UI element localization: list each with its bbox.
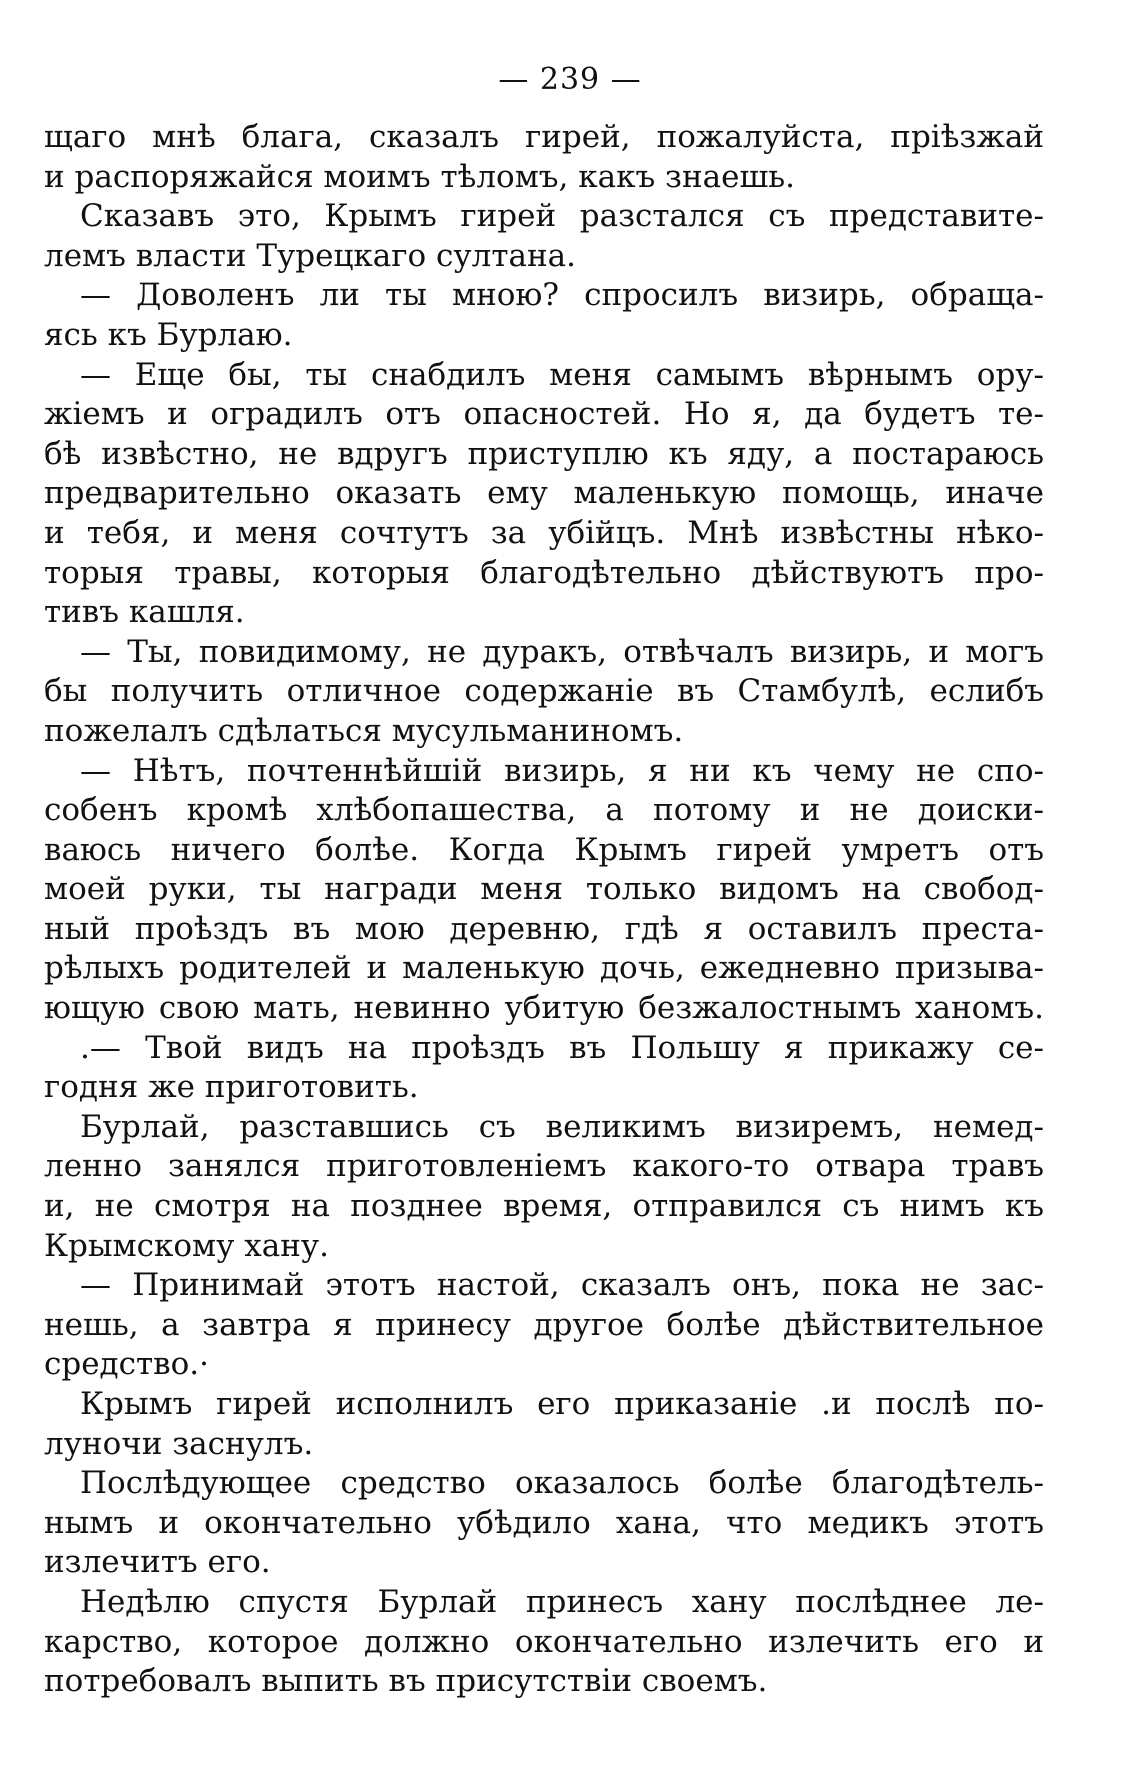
text-line: моей руки, ты награди меня только видомъ на свобод-: [44, 871, 1044, 908]
text-line: жіемъ и оградилъ отъ опасностей. Но я, да будетъ те-: [44, 396, 1044, 433]
text-line: собенъ кромѣ хлѣбопашества, а потому и не доиски-: [44, 792, 1044, 829]
text-line: пожелалъ сдѣлаться мусульманиномъ.: [44, 712, 684, 749]
text-line: ленно занялся приготовленіемъ какого-то отвара травъ: [44, 1148, 1044, 1185]
body-text: [44, 118, 1044, 1702]
text-line: лемъ власти Турецкаго султана.: [44, 237, 576, 274]
text-line: нешь, а завтра я принесу другое болѣе дѣйствительное: [44, 1306, 1044, 1343]
text-line: и тебя, и меня сочтутъ за убійцъ. Мнѣ извѣстны нѣко-: [44, 514, 1044, 551]
text-line: Крымъ гирей исполнилъ его приказаніе .и послѣ по-: [80, 1386, 1044, 1422]
text-line: ющую свою мать, невинно убитую безжалостнымъ ханомъ.: [44, 990, 1044, 1027]
text-line: — Еще бы, ты снабдилъ меня самымъ вѣрнымъ ору-: [80, 356, 1044, 393]
text-line: луночи заснулъ.: [44, 1425, 314, 1462]
text-line: карство, которое должно окончательно излечить его и: [44, 1623, 1044, 1660]
text-line: и, не смотря на позднее время, отправился съ нимъ къ: [44, 1188, 1044, 1225]
text-line: — Нѣтъ, почтеннѣйшій визирь, я ни къ чему не спо-: [80, 752, 1044, 789]
text-line: Недѣлю спустя Бурлай принесъ хану послѣднее ле-: [80, 1583, 1044, 1620]
text-line: потребовалъ выпить въ присутствіи своемъ.: [44, 1663, 768, 1700]
text-line: Крымскому хану.: [44, 1227, 329, 1264]
text-line: средство.·: [44, 1346, 209, 1383]
text-line: ваюсь ничего болѣе. Когда Крымъ гирей умретъ отъ: [44, 831, 1044, 868]
text-line: бѣ извѣстно, не вдругъ приступлю къ яду, а постараюсь: [44, 435, 1044, 472]
text-line: бы получить отличное содержаніе въ Стамбулѣ, еслибъ: [44, 673, 1044, 710]
text-line: щаго мнѣ блага, сказалъ гирей, пожалуйста, пріѣзжай: [44, 119, 1044, 155]
text-line: Сказавъ это, Крымъ гирей разстался съ представите-: [80, 198, 1044, 235]
text-line: Бурлай, разставшись съ великимъ визиремъ, немед-: [80, 1108, 1044, 1145]
text-line: ясь къ Бурлаю.: [44, 316, 293, 353]
page-number: — 239 —: [498, 62, 642, 97]
text-line: нымъ и окончательно убѣдило хана, что медикъ этотъ: [44, 1504, 1044, 1541]
text-line: и распоряжайся моимъ тѣломъ, какъ знаешь.: [44, 158, 795, 195]
text-line: Послѣдующее средство оказалось болѣе благодѣтель-: [80, 1465, 1044, 1502]
text-line: излечитъ его.: [44, 1544, 271, 1581]
text-line: — Принимай этотъ настой, сказалъ онъ, пока не зас-: [80, 1267, 1044, 1304]
text-line: предварительно оказать ему маленькую помощь, иначе: [44, 475, 1044, 512]
text-line: ный проѣздъ въ мою деревню, гдѣ я оставилъ преста-: [44, 910, 1044, 947]
text-line: — Доволенъ ли ты мною? спросилъ визирь, обраща-: [80, 277, 1044, 314]
text-line: торыя травы, которыя благодѣтельно дѣйствуютъ про-: [44, 554, 1044, 591]
text-line: рѣлыхъ родителей и маленькую дочь, ежедневно призыва-: [44, 950, 1044, 987]
text-line: тивъ кашля.: [44, 594, 245, 631]
text-line: годня же приготовить.: [44, 1069, 419, 1106]
text-line: — Ты, повидимому, не дуракъ, отвѣчалъ визирь, и могъ: [80, 633, 1044, 670]
text-line: .— Твой видъ на проѣздъ въ Польшу я прикажу се-: [80, 1029, 1044, 1066]
